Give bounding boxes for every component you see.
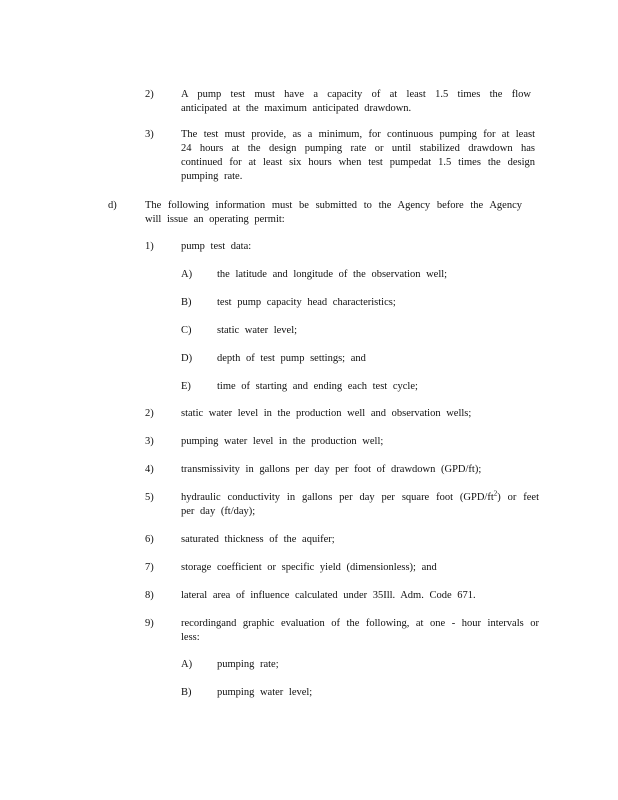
subitem-label: A) bbox=[181, 659, 193, 670]
item-text: transmissivity in gallons per day per foot of drawdown (GPD/ft); bbox=[181, 464, 482, 475]
subitem-label: C) bbox=[181, 325, 192, 336]
section-text: The following information must be submitted to the Agency before the Agency will issue an operating permit: bbox=[145, 200, 522, 225]
item-text: saturated thickness of the aquifer; bbox=[181, 534, 335, 545]
subitem-text: the latitude and longitude of the observation well; bbox=[217, 269, 448, 280]
item-text: A pump test must have a capacity of at least 1.5 times the flow anticipated at the maximum anticipated drawdown. bbox=[181, 89, 531, 114]
item-text bbox=[181, 491, 539, 519]
item-label: 7) bbox=[145, 562, 154, 573]
item-text: recordingand graphic evaluation of the following, at one - hour intervals or less: bbox=[181, 618, 539, 643]
subitem-label: E) bbox=[181, 381, 191, 392]
item-label: 2) bbox=[145, 408, 154, 419]
superscript: 2 bbox=[493, 489, 498, 498]
item-label: 5) bbox=[145, 492, 154, 503]
item-text-after: ) or feet per day (ft/day); bbox=[181, 492, 540, 517]
item-text: The test must provide, as a minimum, for continuous pumping for at least 24 hours at the design pumping rate or until stabilized drawdown has continued for at least six hours when test pumpedat 1.5 times the design pumping rate. bbox=[181, 129, 535, 182]
subitem-text: static water level; bbox=[217, 325, 298, 336]
item-label: 1) bbox=[145, 241, 154, 252]
item-label: 3) bbox=[145, 129, 154, 140]
subitem-label: B) bbox=[181, 687, 192, 698]
item-text: lateral area of influence calculated under 35Ill. Adm. Code 671. bbox=[181, 590, 476, 601]
item-text: pump test data: bbox=[181, 241, 252, 252]
item-label: 8) bbox=[145, 590, 154, 601]
item-text-before: hydraulic conductivity in gallons per day per square foot (GPD/ft bbox=[181, 492, 494, 503]
item-label: 4) bbox=[145, 464, 154, 475]
item-label: 6) bbox=[145, 534, 154, 545]
item-label: 9) bbox=[145, 618, 154, 629]
subitem-text: depth of test pump settings; and bbox=[217, 353, 366, 364]
subitem-label: B) bbox=[181, 297, 192, 308]
subitem-text: pumping water level; bbox=[217, 687, 313, 698]
section-label: d) bbox=[108, 200, 117, 211]
subitem-label: D) bbox=[181, 353, 193, 364]
subitem-text: time of starting and ending each test cycle; bbox=[217, 381, 418, 392]
item-text: static water level in the production well and observation wells; bbox=[181, 408, 472, 419]
item-label: 3) bbox=[145, 436, 154, 447]
subitem-text: test pump capacity head characteristics; bbox=[217, 297, 396, 308]
item-text: storage coefficient or specific yield (dimensionless); and bbox=[181, 562, 437, 573]
subitem-text: pumping rate; bbox=[217, 659, 279, 670]
item-text: pumping water level in the production well; bbox=[181, 436, 384, 447]
subitem-label: A) bbox=[181, 269, 193, 280]
item-label: 2) bbox=[145, 89, 154, 100]
